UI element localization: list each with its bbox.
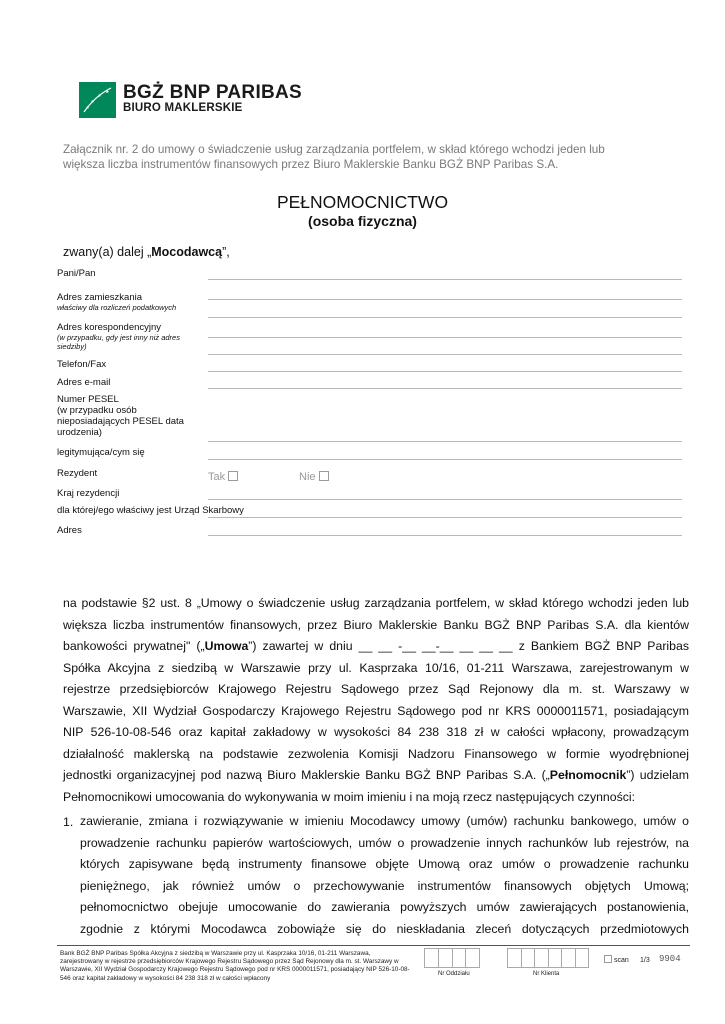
client-number-boxes[interactable]	[507, 948, 589, 968]
scan-marker	[604, 955, 629, 964]
checkbox-tak-icon[interactable]	[228, 471, 238, 481]
list-line: których zapisywane będą instrumenty finansowe objęte Umową oraz umów o prowadzenie rachunku	[80, 857, 689, 871]
body-bold-pelnomocnik: Pełnomocnik	[549, 768, 627, 782]
zwany-prefix: zwany(a) dalej „	[63, 245, 152, 259]
field-urzad-skarbowy[interactable]	[208, 517, 682, 518]
body-line: Warszawie, XII Wydział Gospodarczy Krajowego Rejestru Sądowego pod nr KRS 0000011571, posiadającym	[63, 703, 689, 718]
field-adres-zamieszkania-2[interactable]	[208, 317, 682, 318]
field-pesel[interactable]	[208, 441, 682, 442]
body-bold-umowa: Umowa	[204, 639, 249, 653]
scan-label: scan	[614, 957, 629, 964]
list-line: prowadzenie rachunku papierów wartościowych, umów o prowadzenie innych rachunków lub rejestrów, na	[80, 835, 689, 850]
field-adres-korespondencyjny-1[interactable]	[208, 337, 682, 338]
label-email: Adres e-mail	[57, 377, 111, 388]
bank-logo-icon	[79, 82, 116, 118]
scan-checkbox-icon	[604, 955, 612, 963]
list-line: pełnomocnictwo obejuje umocowanie do zawierania powyższych umów zawierających postanowienia,	[80, 900, 689, 914]
option-tak[interactable]	[208, 471, 238, 483]
page-subtitle: (osoba fizyczna)	[308, 213, 417, 229]
label-text: Adres korespondencyjny	[57, 322, 162, 333]
label-adres: Adres	[57, 525, 82, 536]
footer-divider	[57, 945, 690, 946]
field-pani-pan[interactable]	[208, 279, 682, 280]
label-nr-oddzialu: Nr Oddziału	[438, 971, 470, 977]
zwany-suffix: ”,	[222, 245, 230, 259]
page-number: 1/3	[640, 957, 650, 964]
label-nr-klienta: Nr Klienta	[533, 971, 560, 977]
option-tak-label: Tak	[208, 471, 226, 483]
option-nie-label: Nie	[299, 471, 316, 483]
label-legitymujaca: legitymująca/cym się	[57, 447, 145, 458]
zwany-line	[63, 245, 230, 259]
form-code: 9904	[659, 954, 681, 964]
label-pani-pan: Pani/Pan	[57, 268, 96, 279]
body-line: NIP 526-10-08-546 oraz kapitał zakładowy w wysokości 84 238 318 zł w całości wpłacony, prowadzącym	[63, 725, 689, 739]
body-text-part: bankowości prywatnej" („	[63, 639, 205, 653]
body-text-part: ”) udzielam	[626, 768, 689, 782]
body-line: Pełnomocnikowi umocowania do wykonywania w moim imieniu i na moją rzecz następujących czynności:	[63, 789, 636, 804]
option-nie[interactable]	[299, 471, 329, 483]
field-adres[interactable]	[208, 535, 682, 536]
zwany-bold: Mocodawcą	[151, 245, 223, 259]
body-text-part: ”) zawartej w dniu __ __ -__ __-__ __ __ __ z Bankiem BGŻ BNP Paribas	[248, 639, 689, 653]
checkbox-nie-icon[interactable]	[319, 471, 329, 481]
intro-line: Załącznik nr. 2 do umowy o świadczenie usług zarządzania portfelem, w skład którego wchodzi jeden lub	[63, 143, 605, 156]
label-urzad-skarbowy: dla której/ego właściwy jest Urząd Skarbowy	[57, 505, 244, 516]
field-legitymujaca[interactable]	[208, 459, 682, 460]
annex-intro	[63, 142, 663, 172]
label-text: Adres zamieszkania	[57, 292, 143, 303]
label-kraj-rezydencji: Kraj rezydencji	[57, 488, 120, 499]
body-line: większa liczba instrumentów finansowych, przez Biuro Maklerskie Banku BGŻ BNP Paribas S.A. dla kientów	[63, 617, 689, 632]
label-rezydent: Rezydent	[57, 468, 98, 479]
brand-subtitle: BIURO MAKLERSKIE	[123, 102, 243, 114]
list-item-1	[80, 811, 689, 940]
branch-number-boxes[interactable]	[424, 948, 480, 968]
list-item-number: 1.	[63, 815, 74, 829]
body-line: rejestrze przedsiębiorców Krajowego Rejestru Sądowego przez Sąd Rejonowy dla m. st. Warszawy w	[63, 682, 689, 696]
label-adres-korespondencyjny	[57, 322, 205, 351]
body-line: na podstawie §2 ust. 8 „Umowy o świadczenie usług zarządzania portfelem, w skład którego wchodzi jeden lub	[63, 596, 689, 610]
body-line: działalność maklerską na podstawie zezwolenia Komisji Nadzoru Finansowego w formie wyodrębnionej	[63, 746, 689, 761]
label-telefon: Telefon/Fax	[57, 359, 107, 370]
field-adres-zamieszkania-1[interactable]	[208, 299, 682, 300]
list-line: zgodnie z którymi Mocodawca zobowiąże się do nieskładania zleceń dotyczących przedmiotowych	[80, 921, 689, 936]
footer-legal-text: Bank BGŻ BNP Paribas Spółka Akcyjna z siedzibą w Warszawie przy ul. Kasprzaka 10/16, 01-211 Warszawa, zarejestrowany w rejestrze przedsiębiorców Krajowego Rejestru Sądowego przez Sąd Rejonowy dla m. st. Warszawy w Warszawie, XII Wydział Gospodarczy Krajowego Rejestru Sądowego pod nr KRS 0000011571, posiadający NIP 526-10-08-546 oraz kapitał zakładowy w wysokości 84 238 318 zł w całości wpłacony	[60, 950, 410, 982]
field-telefon[interactable]	[208, 371, 682, 372]
body-text-part: jednostki organizacyjnej pod nazwą Biuro Maklerskie Banku BGŻ BNP Paribas S.A. („	[63, 768, 550, 782]
field-kraj-rezydencji[interactable]	[208, 499, 682, 500]
label-pesel: Numer PESEL (w przypadku osób nieposiadających PESEL data urodzenia)	[57, 394, 184, 438]
field-email[interactable]	[208, 388, 682, 389]
page-title: PEŁNOMOCNICTWO	[276, 192, 449, 212]
body-line	[63, 765, 689, 787]
body-line	[63, 636, 689, 658]
list-line: pieniężnego, jak również umów o przechowywanie instrumentów finansowych objętych Umową;	[80, 878, 689, 893]
body-line: Spółka Akcyjna z siedzibą w Warszawie przy ul. Kasprzaka 10/16, 01-211 Warszawa, zarejestrowanym w	[63, 660, 689, 675]
label-note: właściwy dla rozliczeń podatkowych	[57, 303, 177, 312]
brand-name: BGŻ BNP PARIBAS	[123, 82, 303, 103]
intro-line: większa liczba instrumentów finansowych przez Biuro Maklerskie Banku BGŻ BNP Paribas S.A.	[63, 158, 559, 171]
label-adres-zamieszkania	[57, 292, 205, 312]
list-line: zawieranie, zmiana i rozwiązywanie w imieniu Mocodawcy umowy (umów) rachunku bankowego, umów o	[80, 814, 689, 828]
field-adres-korespondencyjny-2[interactable]	[208, 354, 682, 355]
label-note: (w przypadku, gdy jest inny niż adres siedziby)	[57, 333, 180, 351]
body-paragraph	[63, 593, 689, 808]
